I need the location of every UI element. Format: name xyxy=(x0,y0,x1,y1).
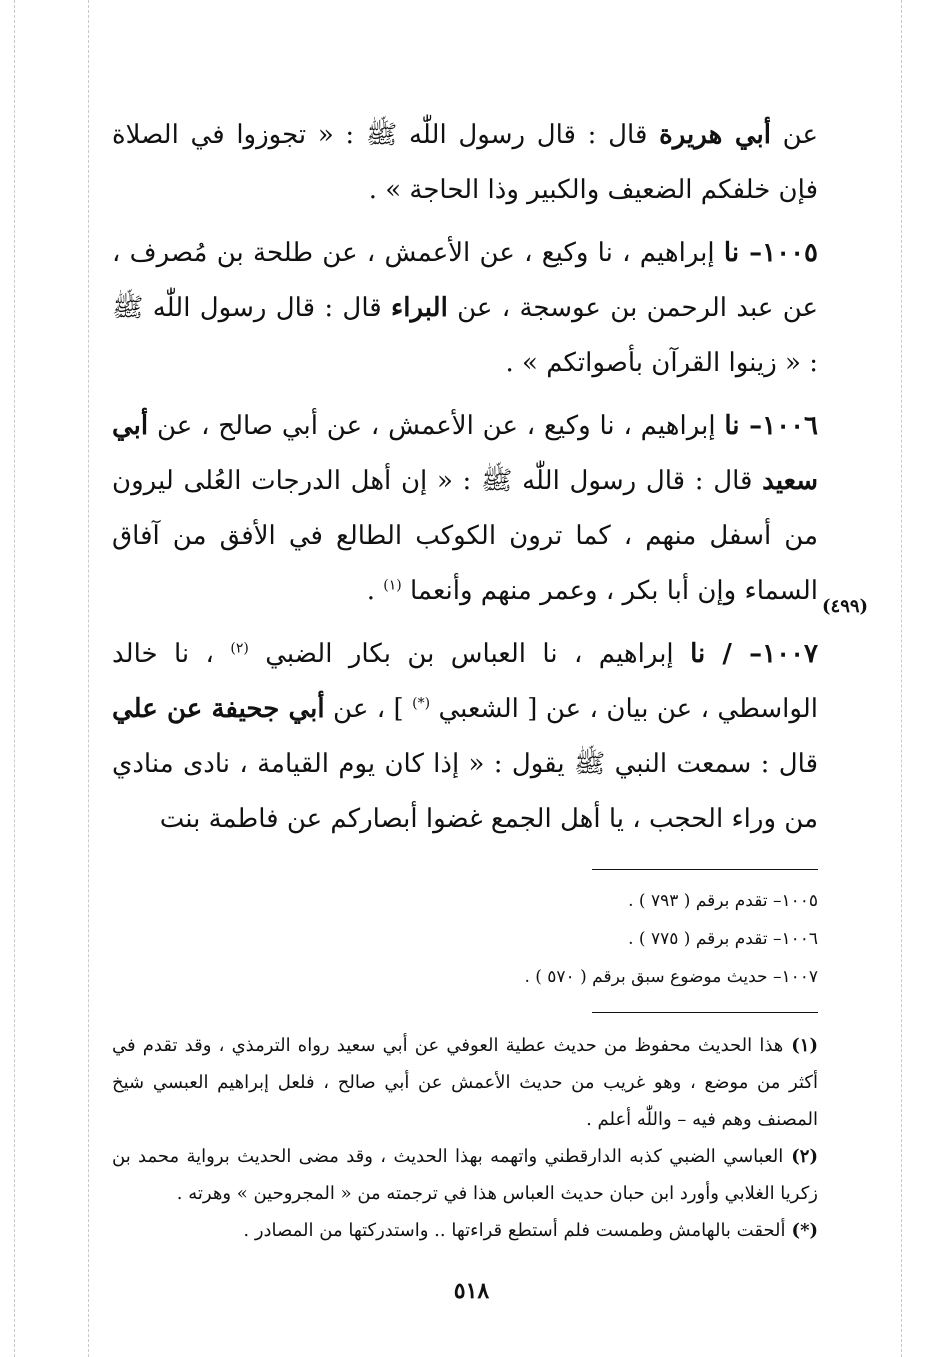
narrator-name: أبي جحيفة عن علي xyxy=(112,694,325,724)
footnote xyxy=(112,1212,818,1249)
hadith-paragraph-1005 xyxy=(112,226,818,391)
editor-note: ١٠٠٦– تقدم برقم ( ٧٧٥ ) . xyxy=(628,929,818,949)
page-number: ٥١٨ xyxy=(453,1278,490,1304)
separator-line xyxy=(592,869,818,870)
hadith-number: ١٠٠٥– نا xyxy=(723,238,818,268)
editor-note: ١٠٠٧– حديث موضوع سبق برقم ( ٥٧٠ ) . xyxy=(524,967,818,987)
footnote-ref[interactable]: (*) xyxy=(412,695,431,712)
text: ] ، عن xyxy=(324,694,413,724)
text: إبراهيم ، نا وكيع ، عن الأعمش ، عن طلحة بن مُصرف ، عن عبد الرحمن بن عوسجة ، عن xyxy=(112,238,818,323)
narrator-name: البراء xyxy=(391,293,448,323)
hadith-paragraph-1006 xyxy=(112,399,818,619)
text: . xyxy=(366,576,384,606)
hadith-number: ١٠٠٧– / نا xyxy=(690,639,818,669)
footnote-text: هذا الحديث محفوظ من حديث عطية العوفي عن أبي سعيد رواه الترمذي ، وقد تقدم في أكثر من موضع ، وهو غريب من حديث الأعمش عن أبي صالح ، فلعل إبراهيم العبسي شيخ المصنف وهم فيه – واللّٰه أعلم . xyxy=(112,1035,818,1130)
margin-page-marker: (٤٩٩) xyxy=(822,596,869,617)
scan-guide-line xyxy=(14,0,15,1357)
footnote-ref[interactable]: (٢) xyxy=(230,640,249,657)
footnote-number: (٢) xyxy=(791,1146,818,1167)
footnote-number: (*) xyxy=(791,1220,818,1241)
hadith-paragraph xyxy=(112,108,818,218)
narrator-name: أبي هريرة xyxy=(659,120,771,150)
editor-note: ١٠٠٥– تقدم برقم ( ٧٩٣ ) . xyxy=(628,891,818,911)
text: عن xyxy=(770,120,818,150)
narrator-name: أبي سعيد xyxy=(112,411,818,496)
scan-guide-line xyxy=(901,0,902,1357)
text: قال : قال رسول اللّٰه ﷺ : « تجوزوا في الصلاة فإن خلفكم الضعيف والكبير وذا الحاجة » . xyxy=(112,120,818,205)
text: ، نا خالد الواسطي ، عن بيان ، عن [ الشعبي xyxy=(112,639,818,724)
text: قال : قال رسول اللّٰه ﷺ : « زينوا القرآن بأصواتكم » . xyxy=(112,293,818,378)
text: قال : قال رسول اللّٰه ﷺ : « إن أهل الدرجات العُلى ليرون من أسفل منهم ، كما ترون الكوكب الطالع في الأفق من آفاق السماء وإن أبا بكر ، وعمر منهم وأنعما xyxy=(112,466,818,606)
footnote-number: (١) xyxy=(791,1035,818,1056)
scan-guide-line xyxy=(88,0,89,1357)
footnote-text: العباسي الضبي كذبه الدارقطني واتهمه بهذا الحديث ، وقد مضى الحديث برواية محمد بن زكريا الغلابي وأورد ابن حبان حديث العباس هذا في ترجمته من « المجروحين » وهرته . xyxy=(112,1146,818,1204)
footnote-ref[interactable]: (١) xyxy=(383,577,402,594)
footnote-text: ألحقت بالهامش وطمست فلم أستطع قراءتها .. واستدركتها من المصادر . xyxy=(243,1220,786,1241)
page-body xyxy=(112,108,818,1249)
hadith-paragraph-1007 xyxy=(112,627,818,847)
hadith-number: ١٠٠٦– نا xyxy=(724,411,819,441)
separator-line xyxy=(592,1012,818,1013)
text: قال : سمعت النبي ﷺ يقول : « إذا كان يوم القيامة ، نادى منادي من وراء الحجب ، يا أهل الجمع غضوا أبصاركم عن فاطمة بنت xyxy=(112,749,818,834)
footnote xyxy=(112,1138,818,1212)
text: إبراهيم ، نا وكيع ، عن الأعمش ، عن أبي صالح ، عن xyxy=(148,411,725,441)
text: إبراهيم ، نا العباس بن بكار الضبي xyxy=(248,639,691,669)
footnote xyxy=(112,1027,818,1138)
